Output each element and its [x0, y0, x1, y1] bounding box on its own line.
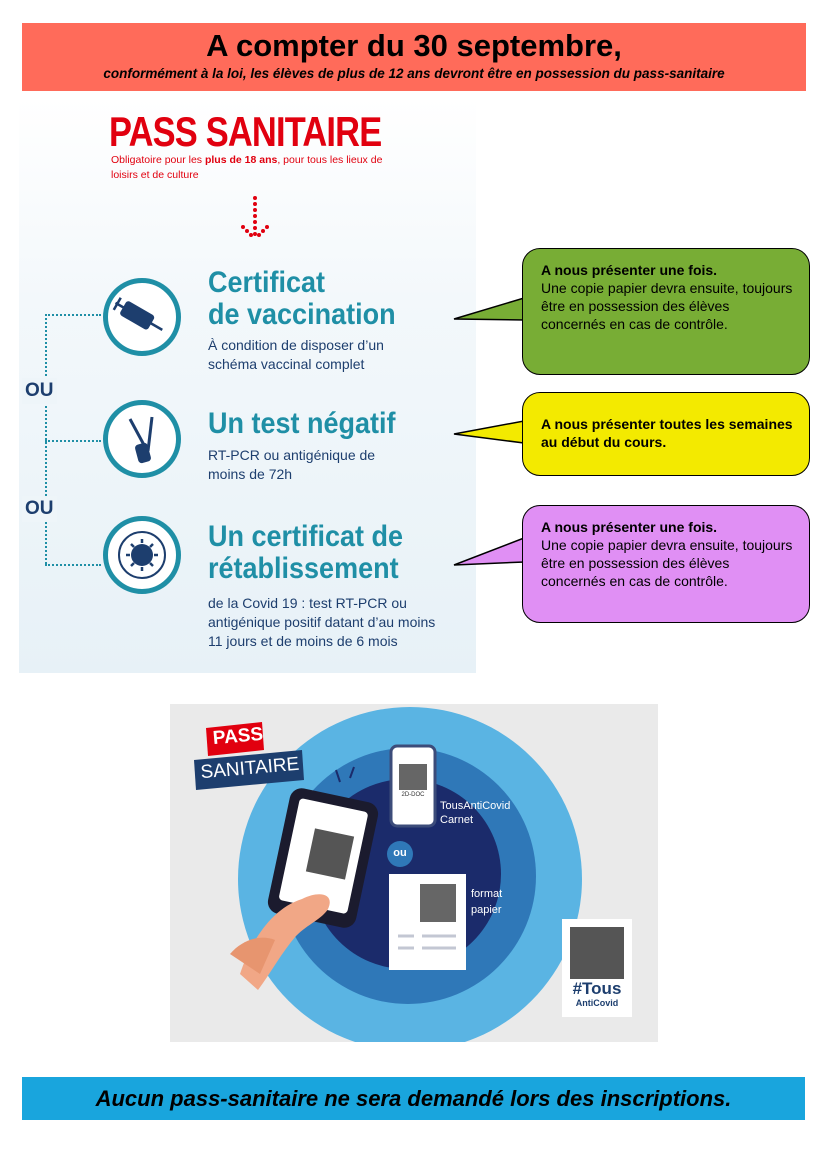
option-description: À condition de disposer d’un schéma vaccinal complet — [208, 337, 384, 372]
option-description: RT-PCR ou antigénique de moins de 72h — [208, 447, 376, 482]
syringe-icon — [103, 278, 181, 356]
callout-heading: A nous présenter toutes les semaines au début du cours. — [541, 416, 793, 450]
or-label: OU — [22, 378, 57, 404]
hashtag-line: AntiCovid — [575, 998, 619, 1008]
connector-line — [45, 314, 101, 316]
option-title: Un test négatif — [208, 407, 396, 440]
paper-label-line: papier — [471, 904, 502, 916]
subtitle-text: Obligatoire pour les — [111, 154, 205, 166]
footer-banner — [22, 1077, 805, 1120]
paper-label-line: format — [471, 888, 503, 900]
app-label-line: Carnet — [440, 814, 474, 826]
swab-test-icon — [103, 400, 181, 478]
hashtag-label — [562, 980, 632, 1009]
footer-text: Aucun pass-sanitaire ne sera demandé lors des inscriptions. — [95, 1086, 732, 1111]
callout-pointer — [450, 530, 530, 580]
callout-vaccination — [522, 248, 810, 375]
connector-line — [45, 564, 101, 566]
option-title: Un certificat de — [208, 520, 404, 553]
or-label: OU — [22, 496, 57, 522]
subtitle-text-end: , pour tous les lieux de loisirs et de culture — [111, 154, 383, 181]
option-title: rétablissement — [208, 552, 399, 585]
option-title: Certificat — [208, 266, 326, 299]
header-banner — [22, 23, 806, 91]
virus-icon — [103, 516, 181, 594]
dotted-down-arrow-icon — [235, 194, 275, 246]
option-title: de vaccination — [208, 298, 396, 331]
callout-recovery — [522, 505, 810, 623]
app-label — [440, 799, 510, 827]
pass-sanitaire-title: PASS SANITAIRE — [109, 108, 382, 155]
callout-pointer — [450, 290, 530, 330]
callout-heading: A nous présenter une fois. — [541, 262, 718, 278]
callout-test — [522, 392, 810, 476]
header-subtitle: conformément à la loi, les élèves de plus de 12 ans devront être en possession du pass-sanitaire — [103, 66, 725, 81]
hashtag-line: #Tous — [572, 979, 622, 998]
callout-text: Une copie papier devra ensuite, toujours être en possession des élèves concernés en cas de contrôle. — [541, 280, 793, 332]
callout-pointer — [450, 415, 530, 455]
connector-line — [45, 440, 101, 442]
callout-heading: A nous présenter une fois. — [541, 519, 718, 535]
badge-sanitaire: SANITAIRE — [199, 753, 301, 784]
subtitle-bold-text: plus de 18 ans — [204, 154, 278, 166]
app-label-line: TousAntiCovid — [440, 800, 511, 812]
header-title: A compter du 30 septembre, — [206, 28, 622, 63]
callout-text: Une copie papier devra ensuite, toujours être en possession des élèves concernés en cas de contrôle. — [541, 537, 793, 589]
option-description: de la Covid 19 : test RT-PCR ou antigénique positif datant d’au moins 11 jours et de moins de 6 mois — [208, 595, 436, 649]
connector-line — [45, 314, 47, 564]
pass-sanitaire-infographic — [19, 98, 476, 673]
phone-code-label: 2D-DOC — [401, 792, 425, 798]
paper-label — [471, 886, 502, 918]
or-bubble-label: ou — [393, 847, 407, 859]
pass-sanitaire-subtitle — [111, 153, 411, 183]
pass-sanitaire-illustration — [170, 704, 658, 1042]
badge-pass: PASS — [211, 723, 264, 750]
